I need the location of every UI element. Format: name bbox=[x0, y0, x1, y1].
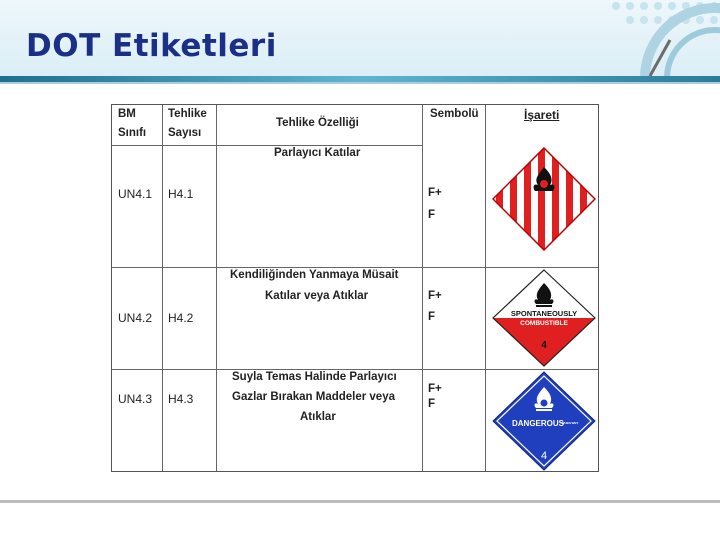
spontaneously-combustible-placard bbox=[492, 269, 596, 367]
slide-header bbox=[0, 0, 720, 76]
row1-un: UN4.1 bbox=[118, 187, 153, 201]
row2-desc: Kendiliğinden Yanmaya Müsait bbox=[230, 269, 399, 281]
header-isaret: İşareti bbox=[524, 108, 560, 122]
placard-label-2: WHEN WET bbox=[561, 421, 579, 425]
row2-un: UN4.2 bbox=[118, 311, 153, 325]
table-divider bbox=[162, 105, 163, 471]
row3-desc2: Gazlar Bırakan Maddeler veya bbox=[232, 391, 395, 403]
page-title: DOT Etiketleri bbox=[26, 28, 277, 64]
table-divider bbox=[216, 105, 217, 471]
header-ozellik: Tehlike Özelliği bbox=[276, 117, 359, 129]
row3-symbol: F+ bbox=[428, 383, 442, 395]
row2-desc2: Katılar veya Atıklar bbox=[265, 290, 369, 302]
row1-hazard: H4.1 bbox=[168, 187, 194, 201]
hazard-table bbox=[111, 104, 599, 472]
row3-desc3: Atıklar bbox=[300, 411, 336, 423]
header-tehlike-sub: Sayısı bbox=[168, 127, 202, 139]
header-underline-thin bbox=[0, 82, 720, 84]
footer-line bbox=[0, 500, 720, 503]
placard-class-number: 4 bbox=[541, 340, 547, 351]
row2-symbol2: F bbox=[428, 311, 436, 323]
placard-label-2: COMBUSTIBLE bbox=[520, 320, 568, 327]
header-tehlike: Tehlike bbox=[168, 108, 207, 120]
row2-hazard: H4.2 bbox=[168, 311, 194, 325]
row3-un: UN4.3 bbox=[118, 392, 153, 406]
flammable-solid-placard bbox=[492, 147, 596, 251]
table-divider bbox=[112, 267, 598, 268]
row3-hazard: H4.3 bbox=[168, 392, 194, 406]
header-sembol: Sembolü bbox=[430, 108, 479, 120]
header-decoration bbox=[460, 0, 720, 76]
row1-symbol2: F bbox=[428, 209, 436, 221]
table-divider bbox=[112, 369, 598, 370]
row3-desc: Suyla Temas Halinde Parlayıcı bbox=[232, 371, 397, 383]
row2-symbol: F+ bbox=[428, 290, 442, 302]
table-divider bbox=[485, 105, 486, 471]
header-bm-sub: Sınıfı bbox=[118, 127, 147, 139]
placard-label: SPONTANEOUSLY bbox=[510, 309, 578, 318]
header-bm: BM bbox=[118, 108, 136, 120]
row3-symbol2: F bbox=[428, 398, 436, 410]
table-divider bbox=[422, 105, 423, 471]
table-divider bbox=[112, 145, 422, 146]
dangerous-when-wet-placard bbox=[492, 371, 596, 471]
placard-label: DANGEROUS bbox=[511, 419, 565, 428]
placard-class-number: 4 bbox=[540, 450, 548, 462]
row1-desc: Parlayıcı Katılar bbox=[274, 147, 361, 159]
row1-symbol: F+ bbox=[428, 187, 442, 199]
